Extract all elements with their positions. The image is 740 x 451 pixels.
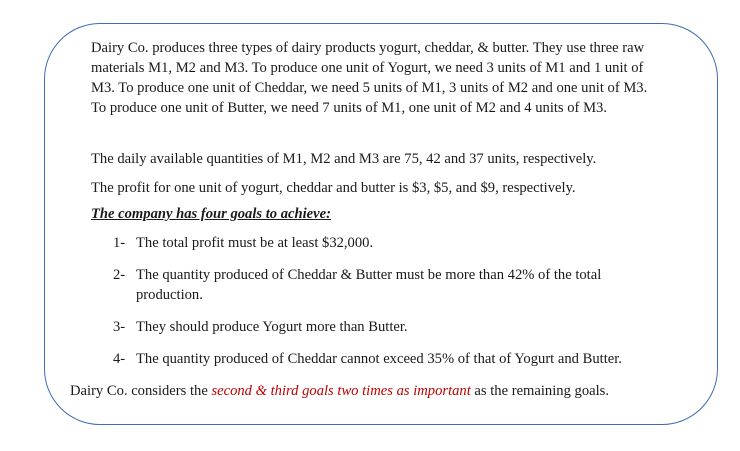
goal-text: The total profit must be at least $32,000. bbox=[136, 235, 374, 251]
goals-heading: The company has four goals to achieve: bbox=[91, 206, 331, 222]
closing-sentence bbox=[70, 381, 609, 401]
closing-before: Dairy Co. considers the bbox=[70, 383, 212, 399]
goal-text: The quantity produced of Cheddar cannot exceed 35% of that of Yogurt and Butter. bbox=[136, 351, 622, 367]
goal-number: 4- bbox=[113, 351, 126, 367]
goal-number: 1- bbox=[113, 235, 126, 251]
goal-text: They should produce Yogurt more than Butter. bbox=[136, 319, 408, 335]
goal-number: 3- bbox=[113, 319, 126, 335]
closing-after: as the remaining goals. bbox=[470, 383, 609, 399]
profit-paragraph: The profit for one unit of yogurt, cheddar and butter is $3, $5, and $9, respectively. bbox=[91, 180, 576, 196]
goal-text: The quantity produced of Cheddar & Butter must be more than 42% of the total production. bbox=[136, 267, 602, 303]
availability-paragraph: The daily available quantities of M1, M2 and M3 are 75, 42 and 37 units, respectively. bbox=[91, 151, 597, 167]
intro-paragraph: Dairy Co. produces three types of dairy products yogurt, cheddar, & butter. They use three raw materials M1, M2 and M3. To produce one unit of Yogurt, we need 3 units of M1 and 1 unit of M3. To produce one unit of Cheddar, we need 5 units of M1, 3 units of M2 and one unit of M3. To produce one unit of Butter, we need 7 units of M1, one unit of M2 and 4 units of M3. bbox=[91, 40, 648, 116]
closing-emphasis: second & third goals two times as important bbox=[211, 383, 471, 399]
goal-number: 2- bbox=[113, 267, 126, 283]
